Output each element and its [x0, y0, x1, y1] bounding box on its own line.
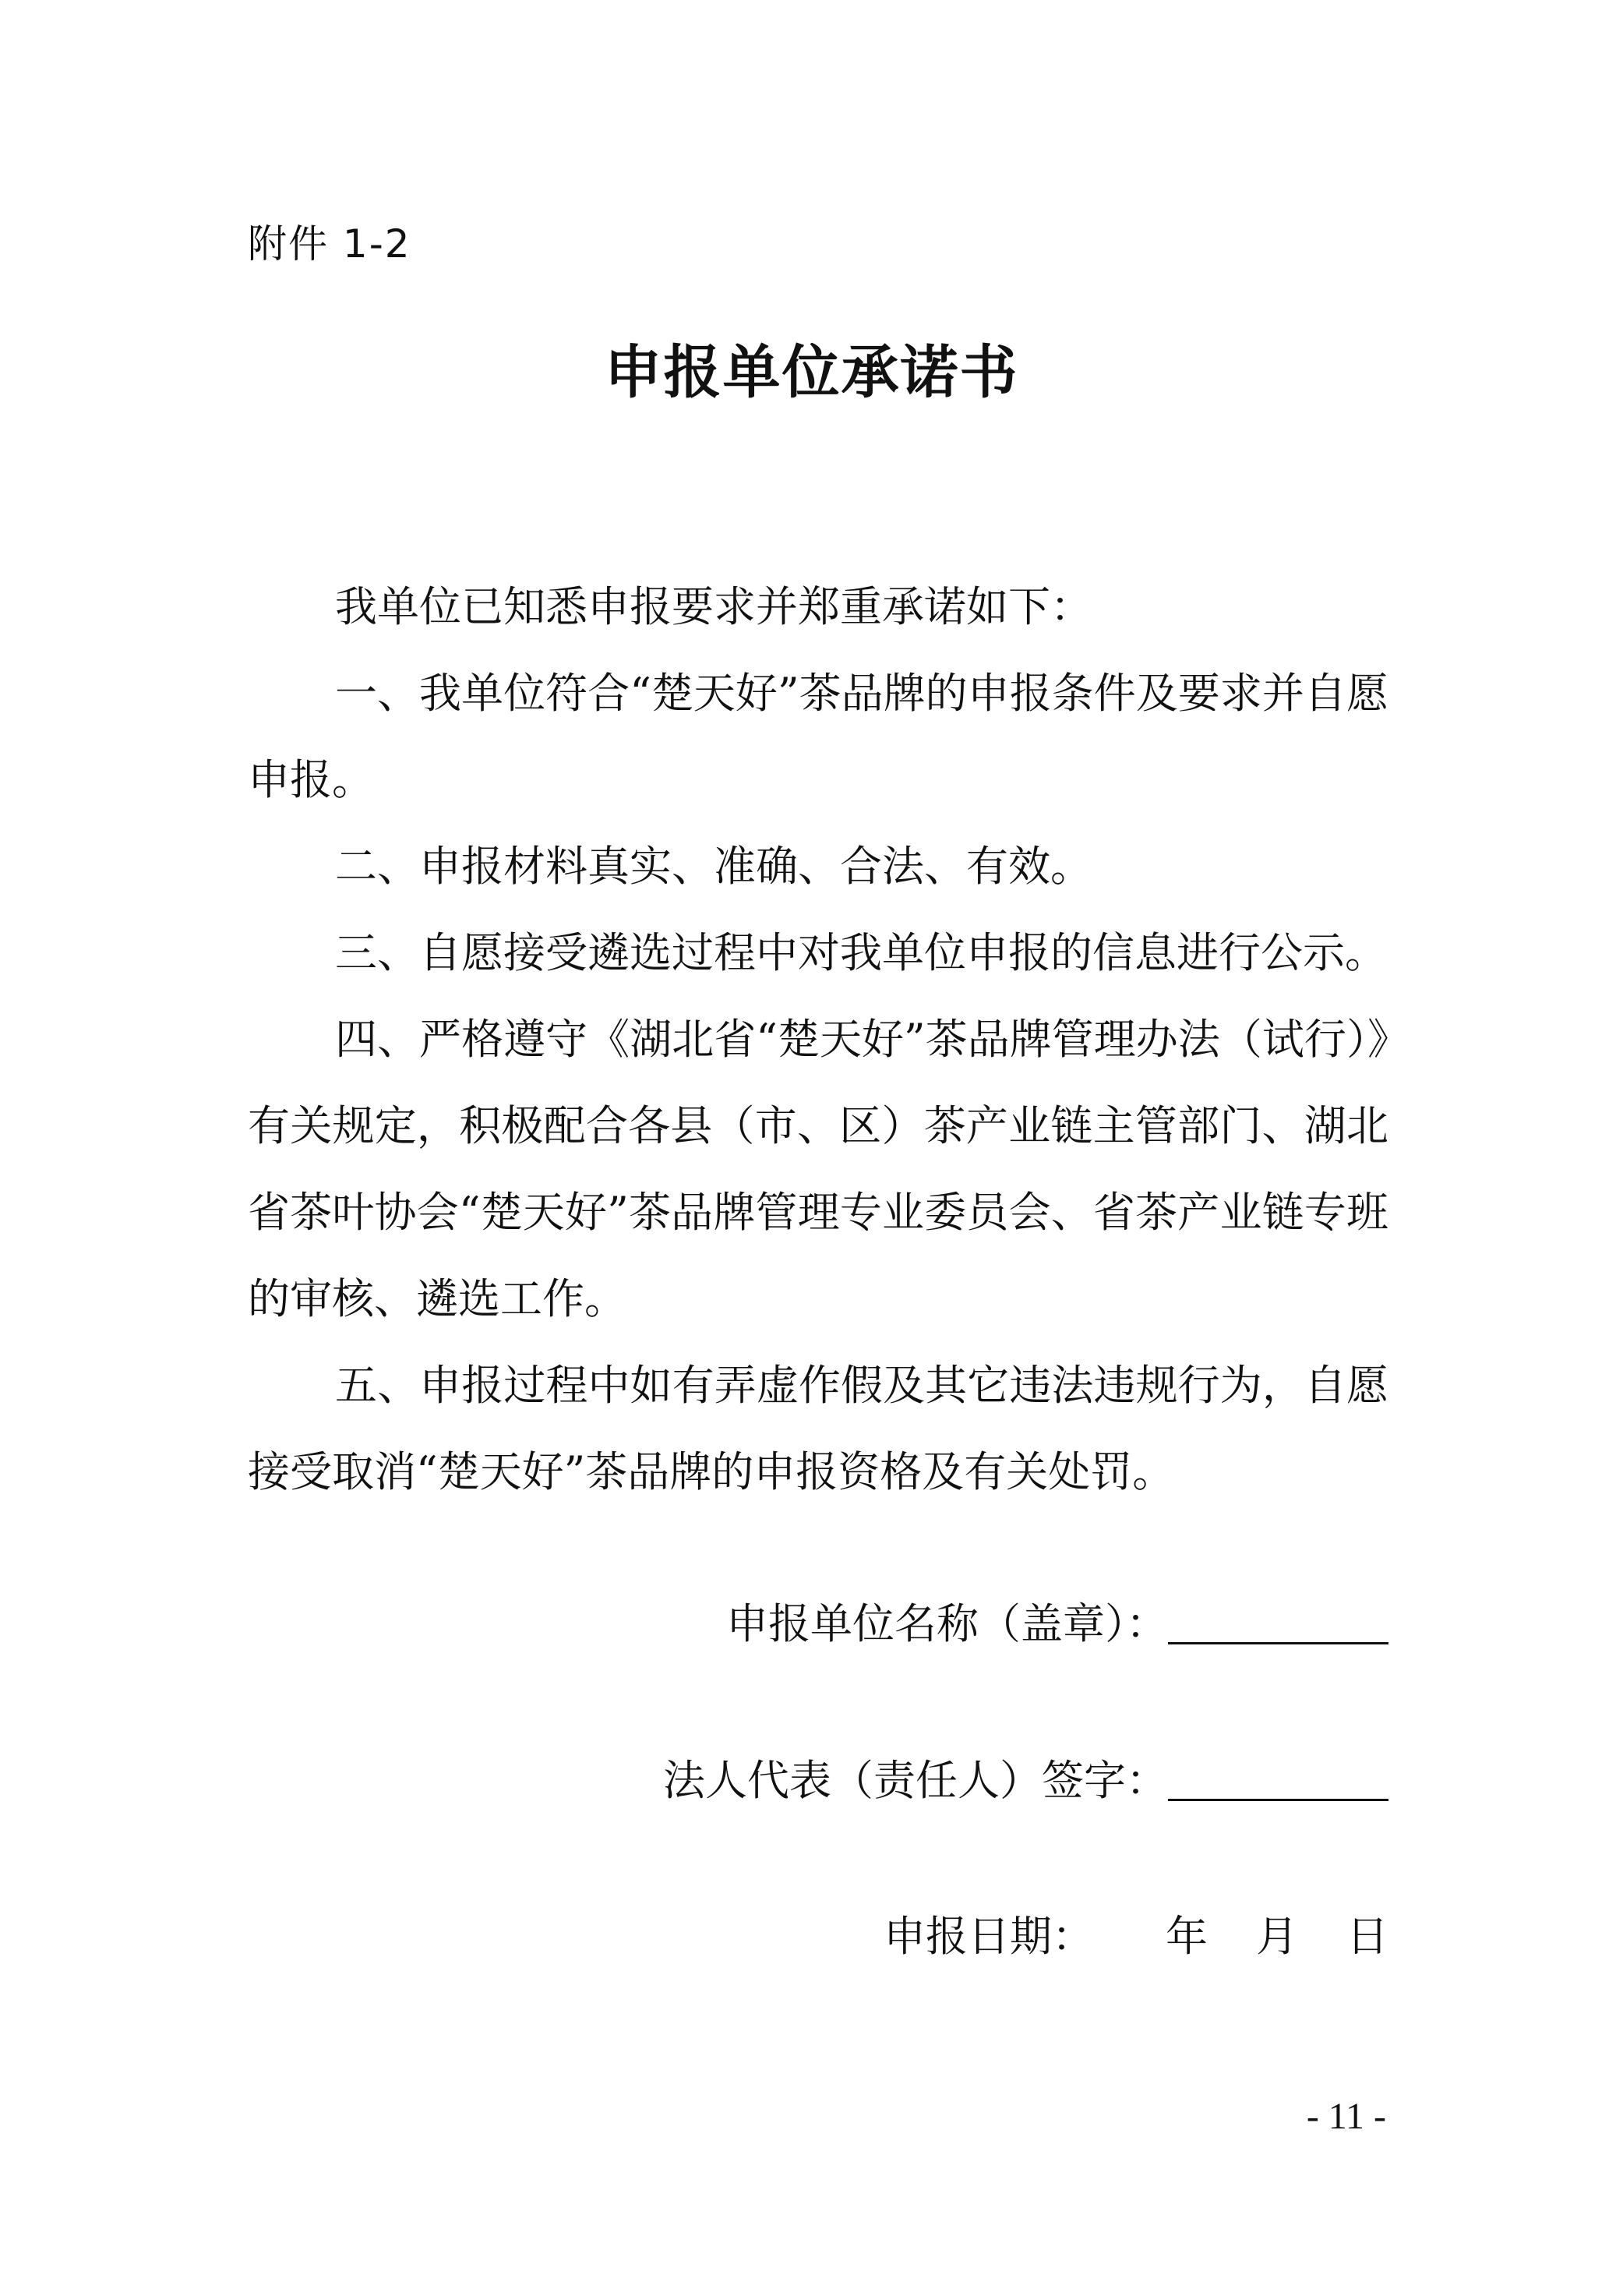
- date-line: [884, 1906, 1388, 1968]
- legal-rep-line: [663, 1750, 1388, 1812]
- commitment-item-5: 五、申报过程中如有弄虚作假及其它违法违规行为，自愿接受取消“楚天好”茶品牌的申报资格及有关处罚。: [248, 1361, 1388, 1496]
- unit-name-line: [726, 1593, 1388, 1655]
- attachment-label: 附件 1-2: [248, 221, 411, 267]
- commitment-item-1: 一、我单位符合“楚天好”茶品牌的申报条件及要求并自愿申报。: [248, 669, 1388, 804]
- month-label: 月: [1256, 1912, 1298, 1961]
- commitment-body: [248, 563, 1388, 1515]
- intro-paragraph: 我单位已知悉申报要求并郑重承诺如下：: [335, 582, 1092, 631]
- year-label: 年: [1166, 1912, 1208, 1961]
- unit-name-label: 申报单位名称（盖章）：: [726, 1599, 1168, 1648]
- commitment-item-2: 二、申报材料真实、准确、合法、有效。: [335, 842, 1092, 891]
- day-label: 日: [1346, 1912, 1388, 1961]
- commitment-item-3: 三、自愿接受遴选过程中对我单位申报的信息进行公示。: [335, 928, 1387, 977]
- commitment-item-4: 四、严格遵守《湖北省“楚天好”茶品牌管理办法（试行）》有关规定，积极配合各县（市、区）茶产业链主管部门、湖北省茶叶协会“楚天好”茶品牌管理专业委员会、省茶产业链专班的审核、遴选工作。: [248, 1015, 1388, 1323]
- page-number: - 11 -: [1306, 2096, 1386, 2137]
- document-title: 申报单位承诺书: [604, 339, 1019, 406]
- unit-name-blank[interactable]: [1168, 1598, 1388, 1644]
- date-label: 申报日期：: [884, 1912, 1094, 1961]
- legal-rep-label: 法人代表（责任人）签字：: [663, 1756, 1168, 1805]
- legal-rep-signature-blank[interactable]: [1168, 1755, 1388, 1801]
